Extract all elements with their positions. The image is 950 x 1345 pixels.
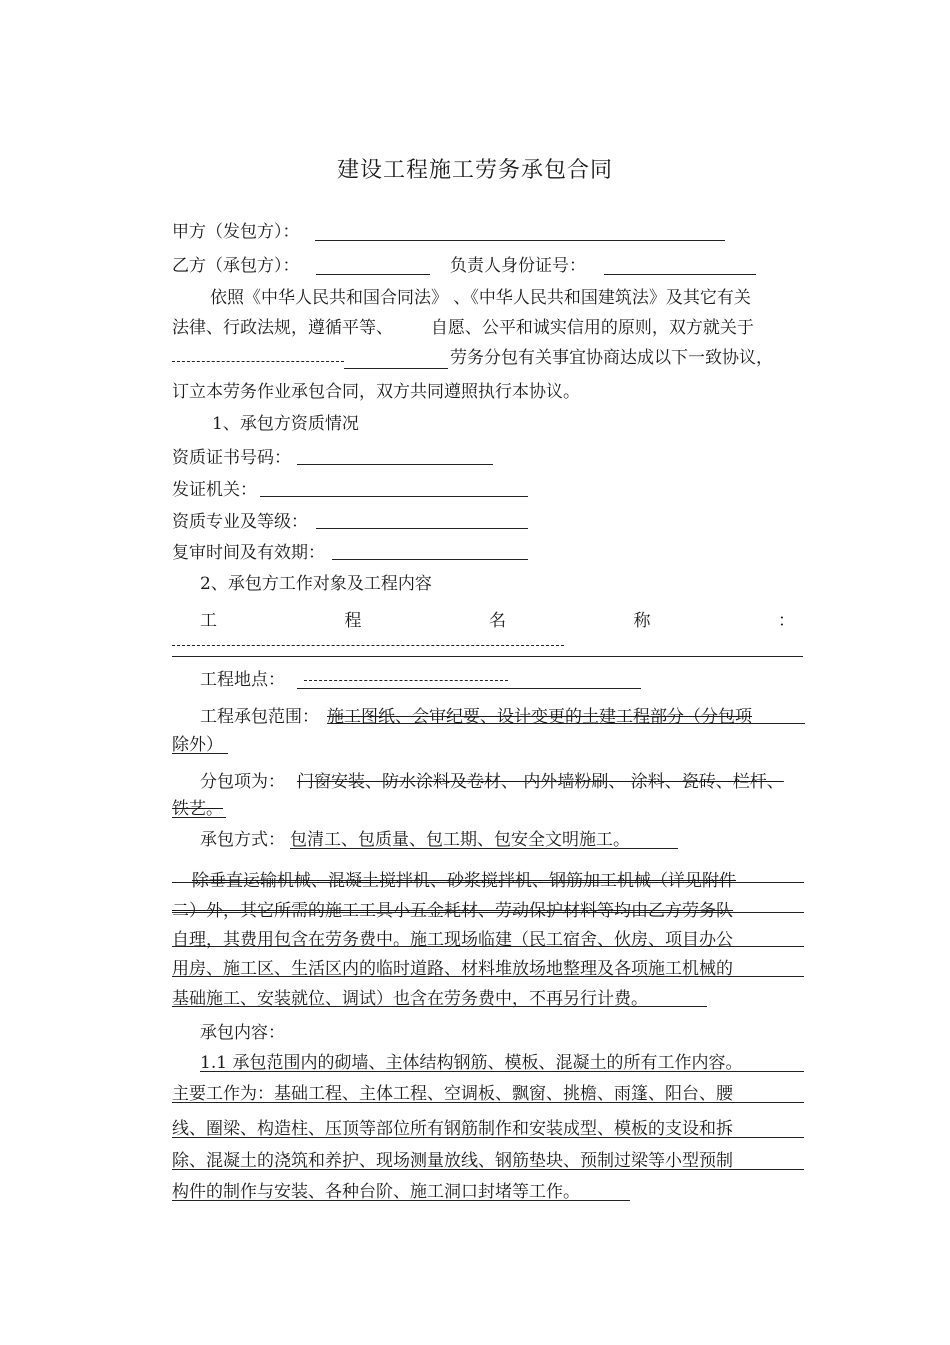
project-location-blank[interactable]: [297, 688, 641, 689]
subcontract-underline: [172, 817, 226, 818]
scope-value-cont: 除外）: [172, 735, 223, 755]
content-underline-5: [172, 1200, 630, 1201]
exclusion-underline-1: [172, 882, 804, 883]
issuing-authority-blank[interactable]: [260, 496, 528, 497]
exclusion-line-2: 二）外，其它所需的施工工具小五金耗材、劳动保护材料等均由乙方劳务队: [172, 901, 733, 921]
subject-blank[interactable]: [344, 368, 448, 369]
review-validity-blank[interactable]: [332, 559, 528, 560]
content-line-4: 除、混凝土的浇筑和养护、现场测量放线、钢筋垫块、预制过梁等小型预制: [172, 1151, 733, 1171]
subcontract-value: 门窗安装、防水涂料及卷材、 内外墙粉刷、 涂料、瓷砖、栏杆、: [297, 772, 784, 792]
preamble-line-4: 订立本劳务作业承包合同，双方共同遵照执行本协议。: [172, 382, 580, 402]
scope-label: 工程承包范围：: [200, 707, 319, 727]
project-location-dashed-blank[interactable]: [304, 680, 508, 681]
contract-mode-label: 承包方式：: [200, 830, 285, 850]
exclusion-line-4: 用房、施工区、生活区内的临时道路、材料堆放场地整理及各项施工机械的: [172, 959, 733, 979]
content-underline-4: [172, 1169, 804, 1170]
cert-number-label: 资质证书号码：: [172, 448, 291, 468]
content-underline-1: [200, 1071, 804, 1072]
party-b-label: 乙方（承包方）：: [172, 256, 300, 276]
scope-value: 施工图纸、会审纪要、设计变更的土建工程部分（分包项: [327, 707, 752, 727]
party-b-blank[interactable]: [316, 274, 430, 275]
project-name-char: ：: [778, 611, 795, 631]
preamble-line-1: 依照《中华人民共和国合同法》 、《中华人民共和国建筑法》及其它有关: [210, 288, 751, 308]
scope-cont-underline: [172, 753, 228, 754]
exclusion-underline-5: [172, 1006, 707, 1007]
scope-underline: [327, 723, 805, 724]
project-name-char: 工: [200, 611, 217, 631]
issuing-authority-label: 发证机关：: [172, 480, 257, 500]
contract-mode-underline: [290, 848, 678, 849]
project-name-char: 程: [344, 611, 362, 631]
section-1-heading: 1、承包方资质情况: [212, 414, 359, 434]
content-label: 承包内容：: [200, 1023, 285, 1043]
content-underline-3: [172, 1137, 804, 1138]
project-name-label: [200, 606, 795, 631]
project-name-dashed-blank[interactable]: [172, 645, 564, 646]
subcontract-value-cont: 铁艺。: [172, 799, 223, 819]
party-a-label: 甲方（发包方）：: [172, 222, 300, 242]
responsible-id-label: 负责人身份证号：: [450, 256, 586, 276]
cert-number-blank[interactable]: [297, 464, 493, 465]
project-name-blank[interactable]: [172, 656, 803, 657]
content-line-3: 线、圈梁、构造柱、压顶等部位所有钢筋制作和安装成型、模板的支设和拆: [172, 1119, 733, 1139]
contract-mode-value: 包清工、包质量、包工期、包安全文明施工。: [290, 830, 630, 850]
content-line-5: 构件的制作与安装、各种台阶、施工洞口封堵等工作。: [172, 1182, 580, 1202]
project-name-char: 名: [489, 611, 506, 631]
qualification-grade-label: 资质专业及等级：: [172, 512, 308, 532]
project-location-label: 工程地点：: [200, 670, 285, 690]
exclusion-underline-3: [172, 946, 804, 947]
subject-dashed-blank[interactable]: [172, 361, 344, 362]
content-line-2: 主要工作为：基础工程、主体工程、空调板、飘窗、挑檐、雨篷、阳台、腰: [172, 1084, 733, 1104]
review-validity-label: 复审时间及有效期：: [172, 543, 325, 563]
responsible-id-blank[interactable]: [604, 274, 756, 275]
exclusion-line-3: 自理，其费用包含在劳务费中。施工现场临建（民工宿舍、伙房、项目办公: [172, 930, 733, 950]
qualification-grade-blank[interactable]: [316, 528, 528, 529]
document-title: 建设工程施工劳务承包合同: [336, 158, 613, 183]
subcontract-label: 分包项为：: [200, 772, 285, 792]
exclusion-line-5: 基础施工、安装就位、调试）也含在劳务费中，不再另行计费。: [172, 989, 648, 1009]
exclusion-underline-2: [172, 912, 804, 913]
exclusion-underline-4: [172, 976, 804, 977]
content-underline-2: [172, 1102, 804, 1103]
project-name-char: 称: [633, 611, 651, 631]
preamble-line-3: 劳务分包有关事宜协商达成以下一致协议，: [450, 348, 773, 368]
content-line-1: 1.1 承包范围内的砌墙、主体结构钢筋、模板、混凝土的所有工作内容。: [200, 1053, 743, 1073]
party-a-blank[interactable]: [315, 240, 725, 241]
exclusion-line-1: 除垂直运输机械、混凝土搅拌机、砂浆搅拌机、钢筋加工机械（详见附件: [192, 871, 736, 891]
preamble-line-2: 法律、行政法规，遵循平等、 自愿、公平和诚实信用的原则，双方就关于: [172, 318, 754, 338]
section-2-heading: 2、承包方工作对象及工程内容: [200, 574, 432, 594]
